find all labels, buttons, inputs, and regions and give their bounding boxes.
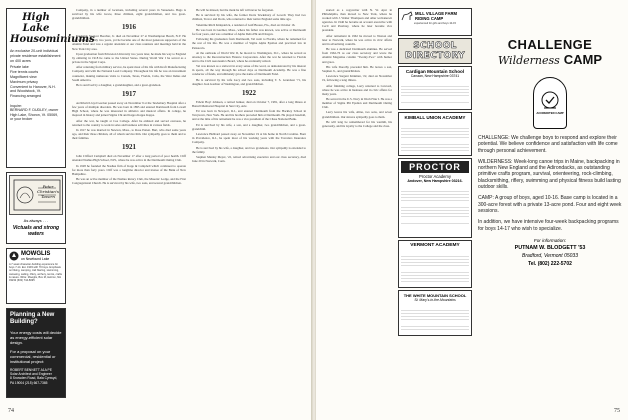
high-lake-ad <box>6 8 95 168</box>
planning-body1: Your energy costs will decide as energy-efficient solar design. <box>10 330 62 345</box>
challenge-title: CHALLENGE <box>507 37 593 52</box>
high-lake-inquire-label: Inquire: <box>10 103 22 108</box>
vermont-title: VERMONT ACADEMY <box>410 243 460 248</box>
seal-text: ACCREDITED CAMP <box>536 111 564 116</box>
class-year-heading: 1921 <box>122 143 136 152</box>
challenge-contact-name: PUTNAM W. BLODGETT '53 <box>514 244 586 251</box>
white-mountain-title: THE WHITE MOUNTAIN SCHOOL <box>403 293 467 298</box>
bullet-item: Convenient to Hanover, N.H. and Woodstock, Vt. <box>10 84 56 94</box>
class-notes-column-2: He will be missed, but the mark he left will never be forgotten. He is survived by his wife, the former Doris Tewksbury of Lowell. They had two children, Trevor and Doris, who returned to their native England some time ago. Valentine Ritch Kirkpatrick, a resident of Gulf Breeze, Fla., died on October 16. He was born in Gardner, Mass., where his father was known, was active at Dartmouth for four years, and was a member of Alpha Delta Phi and Dragon. Following his graduation from Dartmouth, Val went to Florida, where he remained for the rest of his life. He was a member of Sigma Alpha Epsilon and practiced law in Pensacola. At the outbreak of World War II, he moved to Washington, D.C., where he served as attorney to the Reconstruction Finance Corporation. After the war he returned to Florida and to the Civil Aeronautics Board, where he eventually retired. Val was known as a stalwart in every sense of the word, as demonstrated by his interest in sports, all the way through his school days as Dartmouth Academy. He was a fine conductor of funds, and ultimately gave the name of Dartmouth Fund. He is survived by his wife Lucy and two sons, including T. S. Grandson '71, his daughter Joan Gardner of Washington, and grandchildren. 1922 Edwin Hoyt Johnson, a retired banker, died on October 7, 1981, after a long illness at Burrell Memorial Hospital in Sun City, Ariz. Ed was born in Newport, R.I., and entered Dartmouth from the Hackley School in Tarrytown, New York. He and his brothers preceded him at Dartmouth. He played baseball, and at the time of his retirement he was a vice president of the Chase National Bank. Ed is survived by his wife, a son, and a daughter, two grandchildren, and a great-grandchild. Lawrence Hubbard passed away on November 19 at his home in North Carolina. Born in Providence, R.I., he spent most of his working years with the Travelers Insurance Company. He is survived by his wife, a daughter, and two grandsons. Our sympathy is extended to the family. Stephen Manley Meyer, '22, retired advertising executive and our class secretary, died June 20 in Norwalk, Conn. <box>192 8 306 164</box>
class-notes-column-3: started as a copywriter with N. W. Ayer in Philadelphia, then moved to New York, where he worked with J. Walter Thompson and other well-known agencies. In 1946 he became an account executive with Cecil and Presbrey, where he later became vice president. After retirement in 1962 he moved to Weston and later to Norwalk, where he was active in civic affairs and in advertising councils. He was a dedicated Dartmouth alumnus. He served from 1962-76 as our class secretary and wrote the Alumni Magazine column "Twenty-Two" with humor and grace. His wife Dorothy preceded him. He leaves a son, Stephen Jr., and grandchildren. Lawrence Sargent Kirkman, '22, died on November 19, following a long illness. After finishing college, Larry returned to Concord, where he was active in business and in civic affairs for many years. He served in the U.S. Navy in World War I. He was a member of Sigma Phi Epsilon and Dartmouth Outing Club. Larry leaves his wife, Aline, two sons, and seven grandchildren. Our sincere sympathy goes to them. He will long be remembered for his warmth, his generosity, and his loyalty to the College and the class. <box>322 8 392 128</box>
high-lake-contact: BERNARD F. DUDLEY, owner High Lake, Shoron, Vt. 05069, or your broker <box>10 107 59 122</box>
tavern-tagline: Victuals and strong waters <box>12 225 60 237</box>
challenge-script: Wilderness <box>497 54 560 67</box>
proctor-logo: PROCTOR <box>401 161 469 173</box>
bullet-item: Private lake <box>10 65 29 70</box>
mill-village-ad <box>398 8 472 36</box>
mowglis-title: MOWGLIS <box>21 251 51 257</box>
challenge-para2: WILDERNESS: Week-long canoe trips in Maine, backpacking in northern New England and the Adirondacks, as outstanding primitive crafts program, survival, orienteering, rock-climbing, blacksmithing, riflery, swimming and physical fitness build lasting outdoor skills. <box>478 158 621 191</box>
white-mountain-school-ad <box>398 290 472 336</box>
challenge-para1: CHALLENGE: We challenge boys to respond and explore their potential. We believe confidence and satisfaction with life come through personal achievement. <box>478 135 618 154</box>
challenge-para3: CAMP: A group of boys, aged 10-16. Base camp is located in a 300-acre forest with a private 13-acre pond. Four and eight week sessions. <box>478 195 622 214</box>
high-lake-title: High Lake Housominiums <box>10 12 95 45</box>
page-number-right: 75 <box>614 408 620 414</box>
proctor-location: Andover, New Hampshire 03216. <box>407 179 463 183</box>
accredited-camp-seal <box>533 77 567 129</box>
right-page <box>316 0 628 420</box>
kimball-union-ad <box>398 112 472 156</box>
planning-building-ad <box>6 308 66 398</box>
tavern-name: Peter Christian's Tavern <box>37 184 59 199</box>
vermont-academy-ad <box>398 240 472 288</box>
class-notes-column-1: Company, in a number of locations, including several years in Venezuela. Bugs is survived by his wife Grace, three children, eight grandchildren, and two great-grandchildren. 1916 Frederick Spencer Beecher, Jr. died on November 27 at Westhampton Beach, N.Y. He was with us for only two years, yet he became one of the most generous supporters of the Alumni Fund and was a regular attendant at our class reunions and meetings held in the New York City area. Upon graduation from Princeton University two years later, he made his way to England by enlisting in 1918 he came to the United States. During World War I he served as a private in the Signal Corps. After returning from military service, he spent most of his life with Kraft Manufacturing Company and with the National Lead Company. Throughout his life he was an investment counselor, making numerous visits to Canada, Texas, Florida, Cuba, the West Indies and South America. He is survived by a daughter, a granddaughter, and a great-grandson. 1917 Archibald Lloyd Gordon passed away on November 9 at the Tewksbury Hospital after a few years of multiple disorders. He was born in 1895 and entered Dartmouth from Lowell High School, where he was interested in athletics and musical affairs. In college, he majored in history and joined Sigma Chi and Kappa Kappa Kappa. After the war, he taught at Coe College. After he enlisted and served overseas, he returned to the country to work in sales and business activities in various fields. In 1917 he was married in Newton, Mass., to Rose Patten. Burt, who died some years ago, and their three children, all of whom survive him. Our sympathy goes to them and to their families. 1921 John Clifford Campbell died on November 17 after a long period of poor health. Cliff attended Nashua High School, N.H., where he was active in the Dartmouth Outing Club. In 1928 he founded the Nashua firm of Kapp & Campbell which continued to operate for more than forty years. Cliff was a longtime director and trustee of the Bank of New Hampshire. He was an active member of the Nashua Rotary Club, the Masonic Lodge, and the First Congregational Church. He is survived by his wife, two sons, and several grandchildren. <box>72 8 186 186</box>
class-year-heading: 1916 <box>122 23 136 32</box>
peter-christian-ad <box>6 172 66 244</box>
bullet-item: Maximum privacy <box>10 79 38 84</box>
bullet-item: Magnificent view <box>10 74 37 79</box>
page-number-left: 74 <box>8 408 14 414</box>
bullet-item: Financing arranged <box>10 94 41 99</box>
challenge-contact-tel: Tel. (802) 222-5702 <box>528 260 572 267</box>
high-lake-bullets <box>10 49 62 99</box>
proctor-subtitle: Proctor Academy <box>419 174 451 179</box>
proctor-ad <box>398 158 472 238</box>
mill-village-subtitle: experienced for girls and boys 10-15 <box>414 22 456 25</box>
white-mountain-subtitle: St. Mary's-in-the-Mountains <box>414 298 456 302</box>
planning-contact: ROBERT BENNETT A1A PE Solar Architect and Engineer 8 Snowden Road, Bala Cynwyd, PA 19004 (215) 667-7365 <box>10 368 58 385</box>
mowglis-ad <box>6 248 66 304</box>
wolf-emblem-icon <box>9 251 19 261</box>
challenge-info-label: For information: <box>533 237 567 243</box>
challenge-camp-ad <box>478 30 622 400</box>
accredited-seal-icon <box>540 90 560 112</box>
mill-village-title: MILL VILLAGE FARM RIDING CAMP <box>415 11 458 21</box>
planning-body2: For a proposal on your commercial, residential or institutional project: <box>10 349 56 364</box>
left-page <box>0 0 312 420</box>
cardigan-title: Cardigan Mountain School <box>405 69 465 74</box>
school-directory-title: SCHOOL DIRECTORY <box>405 41 465 61</box>
challenge-contact-loc: Bradford, Vermont 05033 <box>522 252 578 259</box>
planning-title: Planning a New Building? <box>10 312 55 325</box>
class-year-heading: 1917 <box>122 89 136 98</box>
tavern-tagline-top: As always . . . <box>23 218 49 223</box>
bullet-item: Five tennis courts <box>10 70 39 75</box>
bullet-item: An exclusive 20-unit individual private residence establishment on 400 acres <box>10 49 61 63</box>
challenge-camp-word: CAMP <box>563 52 603 67</box>
kimball-title: KIMBALL UNION ACADEMY <box>404 115 466 120</box>
cardigan-ad <box>398 66 472 110</box>
school-directory-banner <box>398 38 472 64</box>
challenge-para4: In addition, we have intensive four-week backpacking programs for boys 14-17 who wish to specialize. <box>478 219 619 232</box>
horse-icon <box>401 11 413 21</box>
cardigan-location: Canaan, New Hampshire 03741 <box>410 74 460 78</box>
class-year-heading: 1922 <box>242 88 256 97</box>
mowglis-subtitle: on Newfound Lake <box>21 257 50 261</box>
tavern-illustration <box>9 175 63 215</box>
mowglis-body: A 7 week character-building experience for boys 7-14. Est. 1903 with 70 boys. Emphasis on hiking, camping, trail blazing, swimming, canoeing, sailing, riflery, archery, tennis, crafts & nature. Write: Mowglis, Box M, Hebron, NH 03232 (603) 744-8095 <box>9 263 62 283</box>
